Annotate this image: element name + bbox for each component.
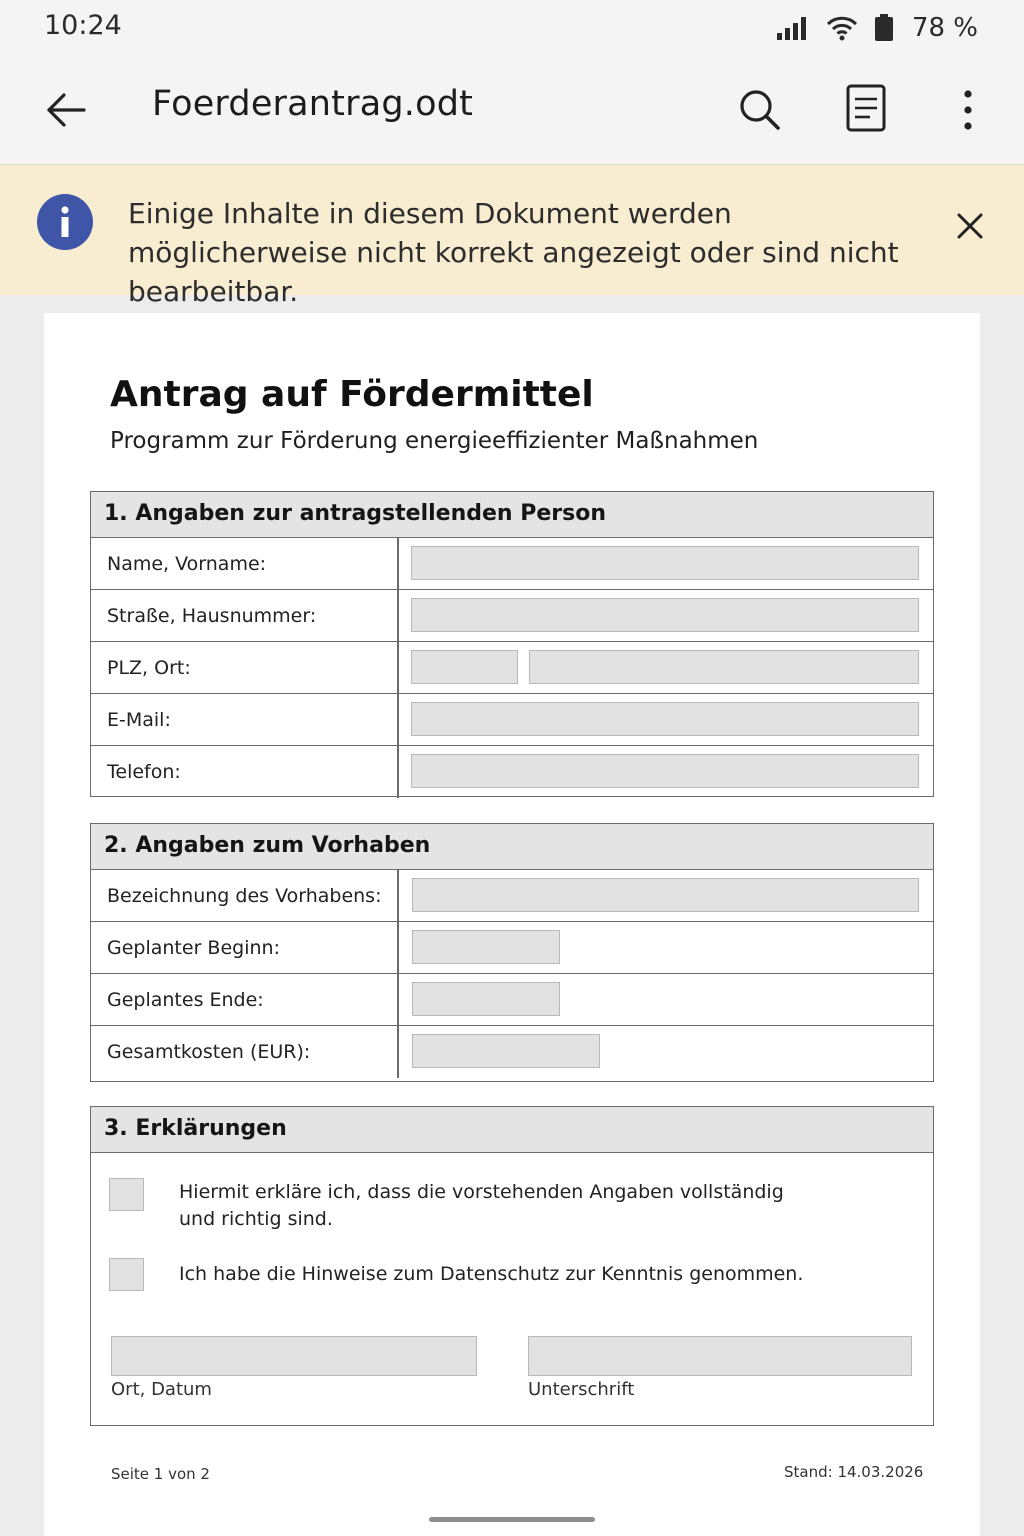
- row-label: Geplanter Beginn:: [107, 936, 280, 959]
- status-icons: [776, 12, 978, 44]
- signature-field[interactable]: [528, 1336, 912, 1376]
- form-row-end: [91, 974, 933, 1026]
- section-header: 2. Angaben zum Vorhaben: [91, 824, 933, 870]
- row-divider: [397, 1026, 399, 1078]
- form-title: Antrag auf Fördermittel: [110, 374, 594, 415]
- start-date-field[interactable]: [412, 930, 560, 964]
- status-bar: [0, 0, 1024, 56]
- row-divider: [397, 922, 399, 973]
- project-name-field[interactable]: [412, 878, 919, 912]
- row-label: Bezeichnung des Vorhabens:: [107, 884, 382, 907]
- back-arrow-icon[interactable]: [40, 84, 92, 136]
- section-header: 3. Erklärungen: [91, 1107, 933, 1153]
- section-declarations: [90, 1106, 934, 1426]
- section-project: [90, 823, 934, 1082]
- end-date-field[interactable]: [412, 982, 560, 1016]
- row-label: Straße, Hausnummer:: [107, 604, 317, 627]
- status-time: 10:24: [44, 10, 122, 41]
- battery-percentage: 78 %: [911, 13, 978, 43]
- more-vert-icon[interactable]: [942, 84, 994, 136]
- row-divider: [397, 746, 399, 798]
- phone-field[interactable]: [411, 754, 919, 788]
- form-row-zip-city: [91, 642, 933, 694]
- info-icon: [37, 194, 93, 250]
- row-divider: [397, 642, 399, 693]
- section-applicant: [90, 491, 934, 797]
- form-row-costs: [91, 1026, 933, 1078]
- row-label: Name, Vorname:: [107, 552, 267, 575]
- signal-icon: [776, 15, 810, 41]
- form-subtitle: Programm zur Förderung energieeffizienter Maßnahmen: [110, 428, 759, 454]
- page-number: Seite 1 von 2: [111, 1465, 210, 1483]
- form-row-start: [91, 922, 933, 974]
- row-label: E-Mail:: [107, 708, 171, 731]
- declaration-checkbox[interactable]: [109, 1178, 144, 1211]
- row-label: Geplantes Ende:: [107, 988, 264, 1011]
- place-date-label: Ort, Datum: [111, 1379, 212, 1400]
- form-row-project-name: [91, 870, 933, 922]
- banner-message: Einige Inhalte in diesem Dokument werden möglicherweise nicht korrekt angezeigt oder sind nicht bearbeitbar.: [128, 197, 899, 308]
- row-label: Gesamtkosten (EUR):: [107, 1041, 311, 1063]
- reading-mode-icon[interactable]: [840, 82, 892, 138]
- zip-field[interactable]: [411, 650, 518, 684]
- close-icon[interactable]: [950, 206, 990, 246]
- document-date: Stand: 14.03.2026: [784, 1463, 924, 1481]
- form-row-phone: [91, 746, 933, 798]
- row-divider: [397, 694, 399, 745]
- row-divider: [397, 590, 399, 641]
- privacy-label: Ich habe die Hinweise zum Datenschutz zur Kenntnis genommen.: [179, 1263, 804, 1285]
- app-bar: [0, 56, 1024, 165]
- street-field[interactable]: [411, 598, 919, 632]
- signature-label: Unterschrift: [528, 1379, 635, 1400]
- total-costs-field[interactable]: [412, 1034, 600, 1068]
- name-field[interactable]: [411, 546, 919, 580]
- wifi-icon: [826, 15, 858, 41]
- search-icon[interactable]: [734, 84, 786, 136]
- privacy-checkbox[interactable]: [109, 1258, 144, 1291]
- document-title: Foerderantrag.odt: [152, 84, 474, 124]
- row-label: PLZ, Ort:: [107, 656, 191, 679]
- section-header: 1. Angaben zur antragstellenden Person: [91, 492, 933, 538]
- place-date-field[interactable]: [111, 1336, 477, 1376]
- form-row-email: [91, 694, 933, 746]
- email-field[interactable]: [411, 702, 919, 736]
- row-divider: [397, 538, 399, 589]
- form-row-street: [91, 590, 933, 642]
- row-divider: [397, 974, 399, 1025]
- row-divider: [397, 870, 399, 921]
- city-field[interactable]: [529, 650, 919, 684]
- row-label: Telefon:: [107, 761, 181, 783]
- form-row-name: [91, 538, 933, 590]
- battery-icon: [874, 14, 894, 42]
- declaration-label: Hiermit erkläre ich, dass die vorstehenden Angaben vollständig und richtig sind.: [179, 1181, 784, 1230]
- gesture-navigation-bar[interactable]: [429, 1517, 595, 1522]
